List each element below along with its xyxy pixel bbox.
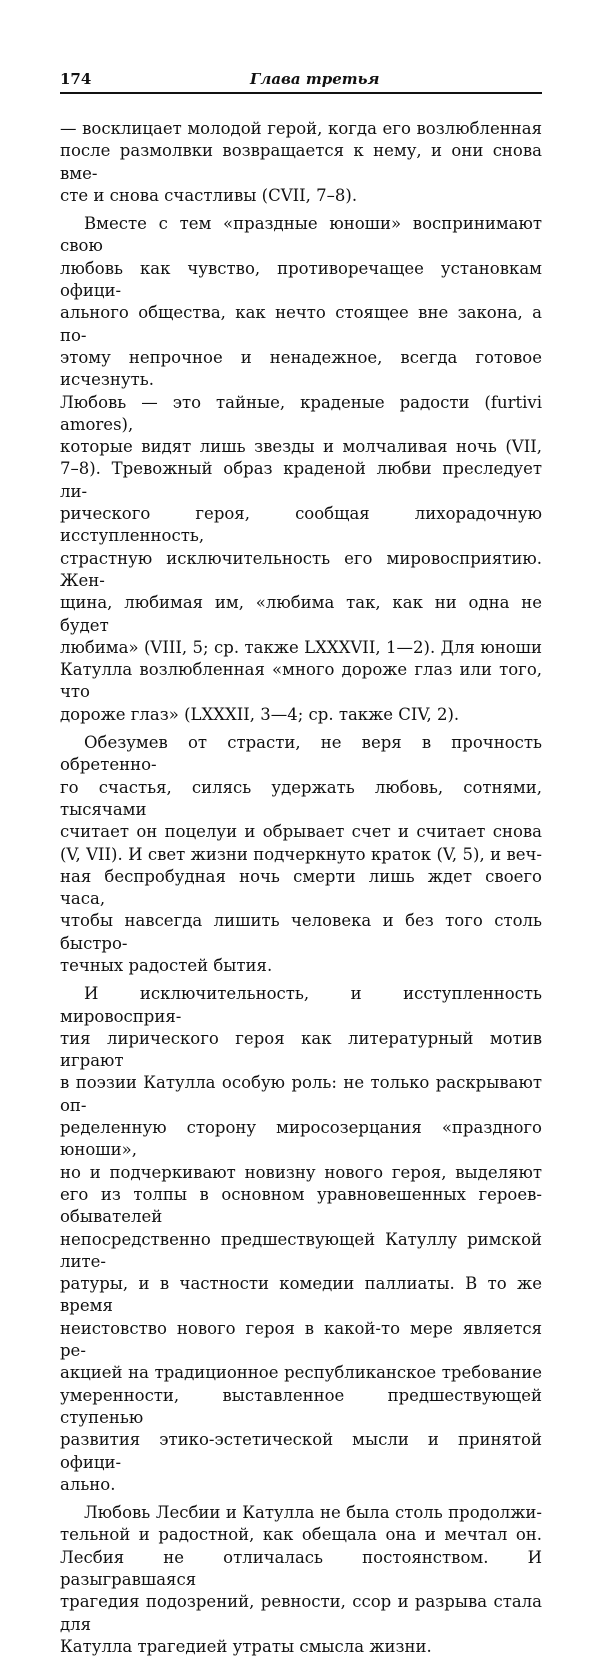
text-line: любима» (VIII, 5; ср. также LXXXVII, 1—2). Для юноши: [60, 637, 542, 657]
text-line: Катулла трагедией утраты смысла жизни.: [60, 1636, 432, 1656]
text-line: го счастья, силясь удержать любовь, сотнями, тысячами: [60, 777, 542, 819]
chapter-title: Глава третья: [250, 70, 380, 88]
text-line: его из толпы в основном уравновешенных героев-обывателей: [60, 1184, 542, 1227]
page-number: 174: [60, 70, 92, 88]
text-line: — восклицает молодой герой, когда его возлюбленная: [60, 119, 542, 138]
text-line: считает он поцелуи и обрывает счет и считает снова: [60, 822, 542, 842]
header-rule: [60, 92, 542, 94]
text-line: Вместе с тем «праздные юноши» воспринимают свою: [60, 214, 542, 256]
text-line: после размолвки возвращается к нему, и они снова вме-: [60, 141, 542, 183]
text-line: щина, любимая им, «любима так, как ни одна не будет: [60, 593, 542, 635]
text-line: тия лирического героя как литературный мотив играют: [60, 1028, 542, 1071]
text-line: развития этико-эстетической мысли и принятой офици-: [60, 1430, 542, 1472]
text-line: ратуры, и в частности комедии паллиаты. В то же время: [60, 1274, 542, 1316]
text-line: Лесбия не отличалась постоянством. И разыгравшаяся: [60, 1547, 542, 1589]
text-line: любовь как чувство, противоречащее установкам офици-: [60, 258, 542, 301]
book-page: [60, 70, 542, 1656]
text-line: ального общества, как нечто стоящее вне закона, а по-: [60, 303, 542, 345]
paragraph: [60, 1502, 542, 1658]
text-line: в поэзии Катулла особую роль: не только раскрывают оп-: [60, 1073, 542, 1115]
text-line: тельной и радостной, как обещала она и мечтал он.: [60, 1525, 542, 1545]
text-line: ределенную сторону миросозерцания «праздного юноши»,: [60, 1118, 542, 1160]
text-line: трагедия подозрений, ревности, ссор и разрыва стала для: [60, 1592, 542, 1634]
paragraph: [60, 118, 542, 207]
text-line: сте и снова счастливы (CVII, 7–8).: [60, 185, 358, 205]
paragraph: [60, 213, 542, 726]
text-line: рического героя, сообщая лихорадочную исступленность,: [60, 504, 542, 546]
text-line: ная беспробудная ночь смерти лишь ждет своего часа,: [60, 866, 542, 909]
running-header: [60, 70, 542, 92]
text-line: Обезумев от страсти, не веря в прочность обретенно-: [60, 733, 542, 775]
text-line: непосредственно предшествующей Катуллу римской лите-: [60, 1229, 542, 1271]
paragraph: [60, 983, 542, 1496]
text-line: этому непрочное и ненадежное, всегда готовое исчезнуть.: [60, 347, 542, 390]
text-line: Любовь Лесбии и Катулла не была столь продолжи-: [84, 1503, 542, 1523]
text-line: но и подчеркивают новизну нового героя, выделяют: [60, 1162, 542, 1182]
text-line: акцией на традиционное республиканское требование: [60, 1363, 542, 1383]
text-line: И исключительность, и исступленность мировосприя-: [60, 984, 542, 1026]
text-line: дороже глаз» (LXXXII, 3—4; ср. также CIV, 2).: [60, 704, 460, 724]
text-line: неистовство нового героя в какой-то мере является ре-: [60, 1318, 542, 1361]
text-line: (V, VII). И свет жизни подчеркнуто краток (V, 5), и веч-: [60, 844, 542, 864]
text-line: Катулла возлюбленная «много дороже глаз или того, что: [60, 660, 542, 702]
text-line: ально.: [60, 1474, 116, 1494]
text-line: Любовь — это тайные, краденые радости (furtivi amores),: [60, 392, 542, 434]
text-line: течных радостей бытия.: [60, 955, 273, 975]
text-line: умеренности, выставленное предшествующей ступенью: [60, 1385, 542, 1427]
body-text: [60, 118, 542, 1664]
text-line: страстную исключительность его мировосприятию. Жен-: [60, 548, 542, 590]
text-line: которые видят лишь звезды и молчаливая ночь (VII,: [60, 437, 542, 457]
text-line: 7–8). Тревожный образ краденой любви преследует ли-: [60, 459, 542, 501]
text-line: чтобы навсегда лишить человека и без того столь быстро-: [60, 911, 542, 953]
paragraph: [60, 732, 542, 977]
